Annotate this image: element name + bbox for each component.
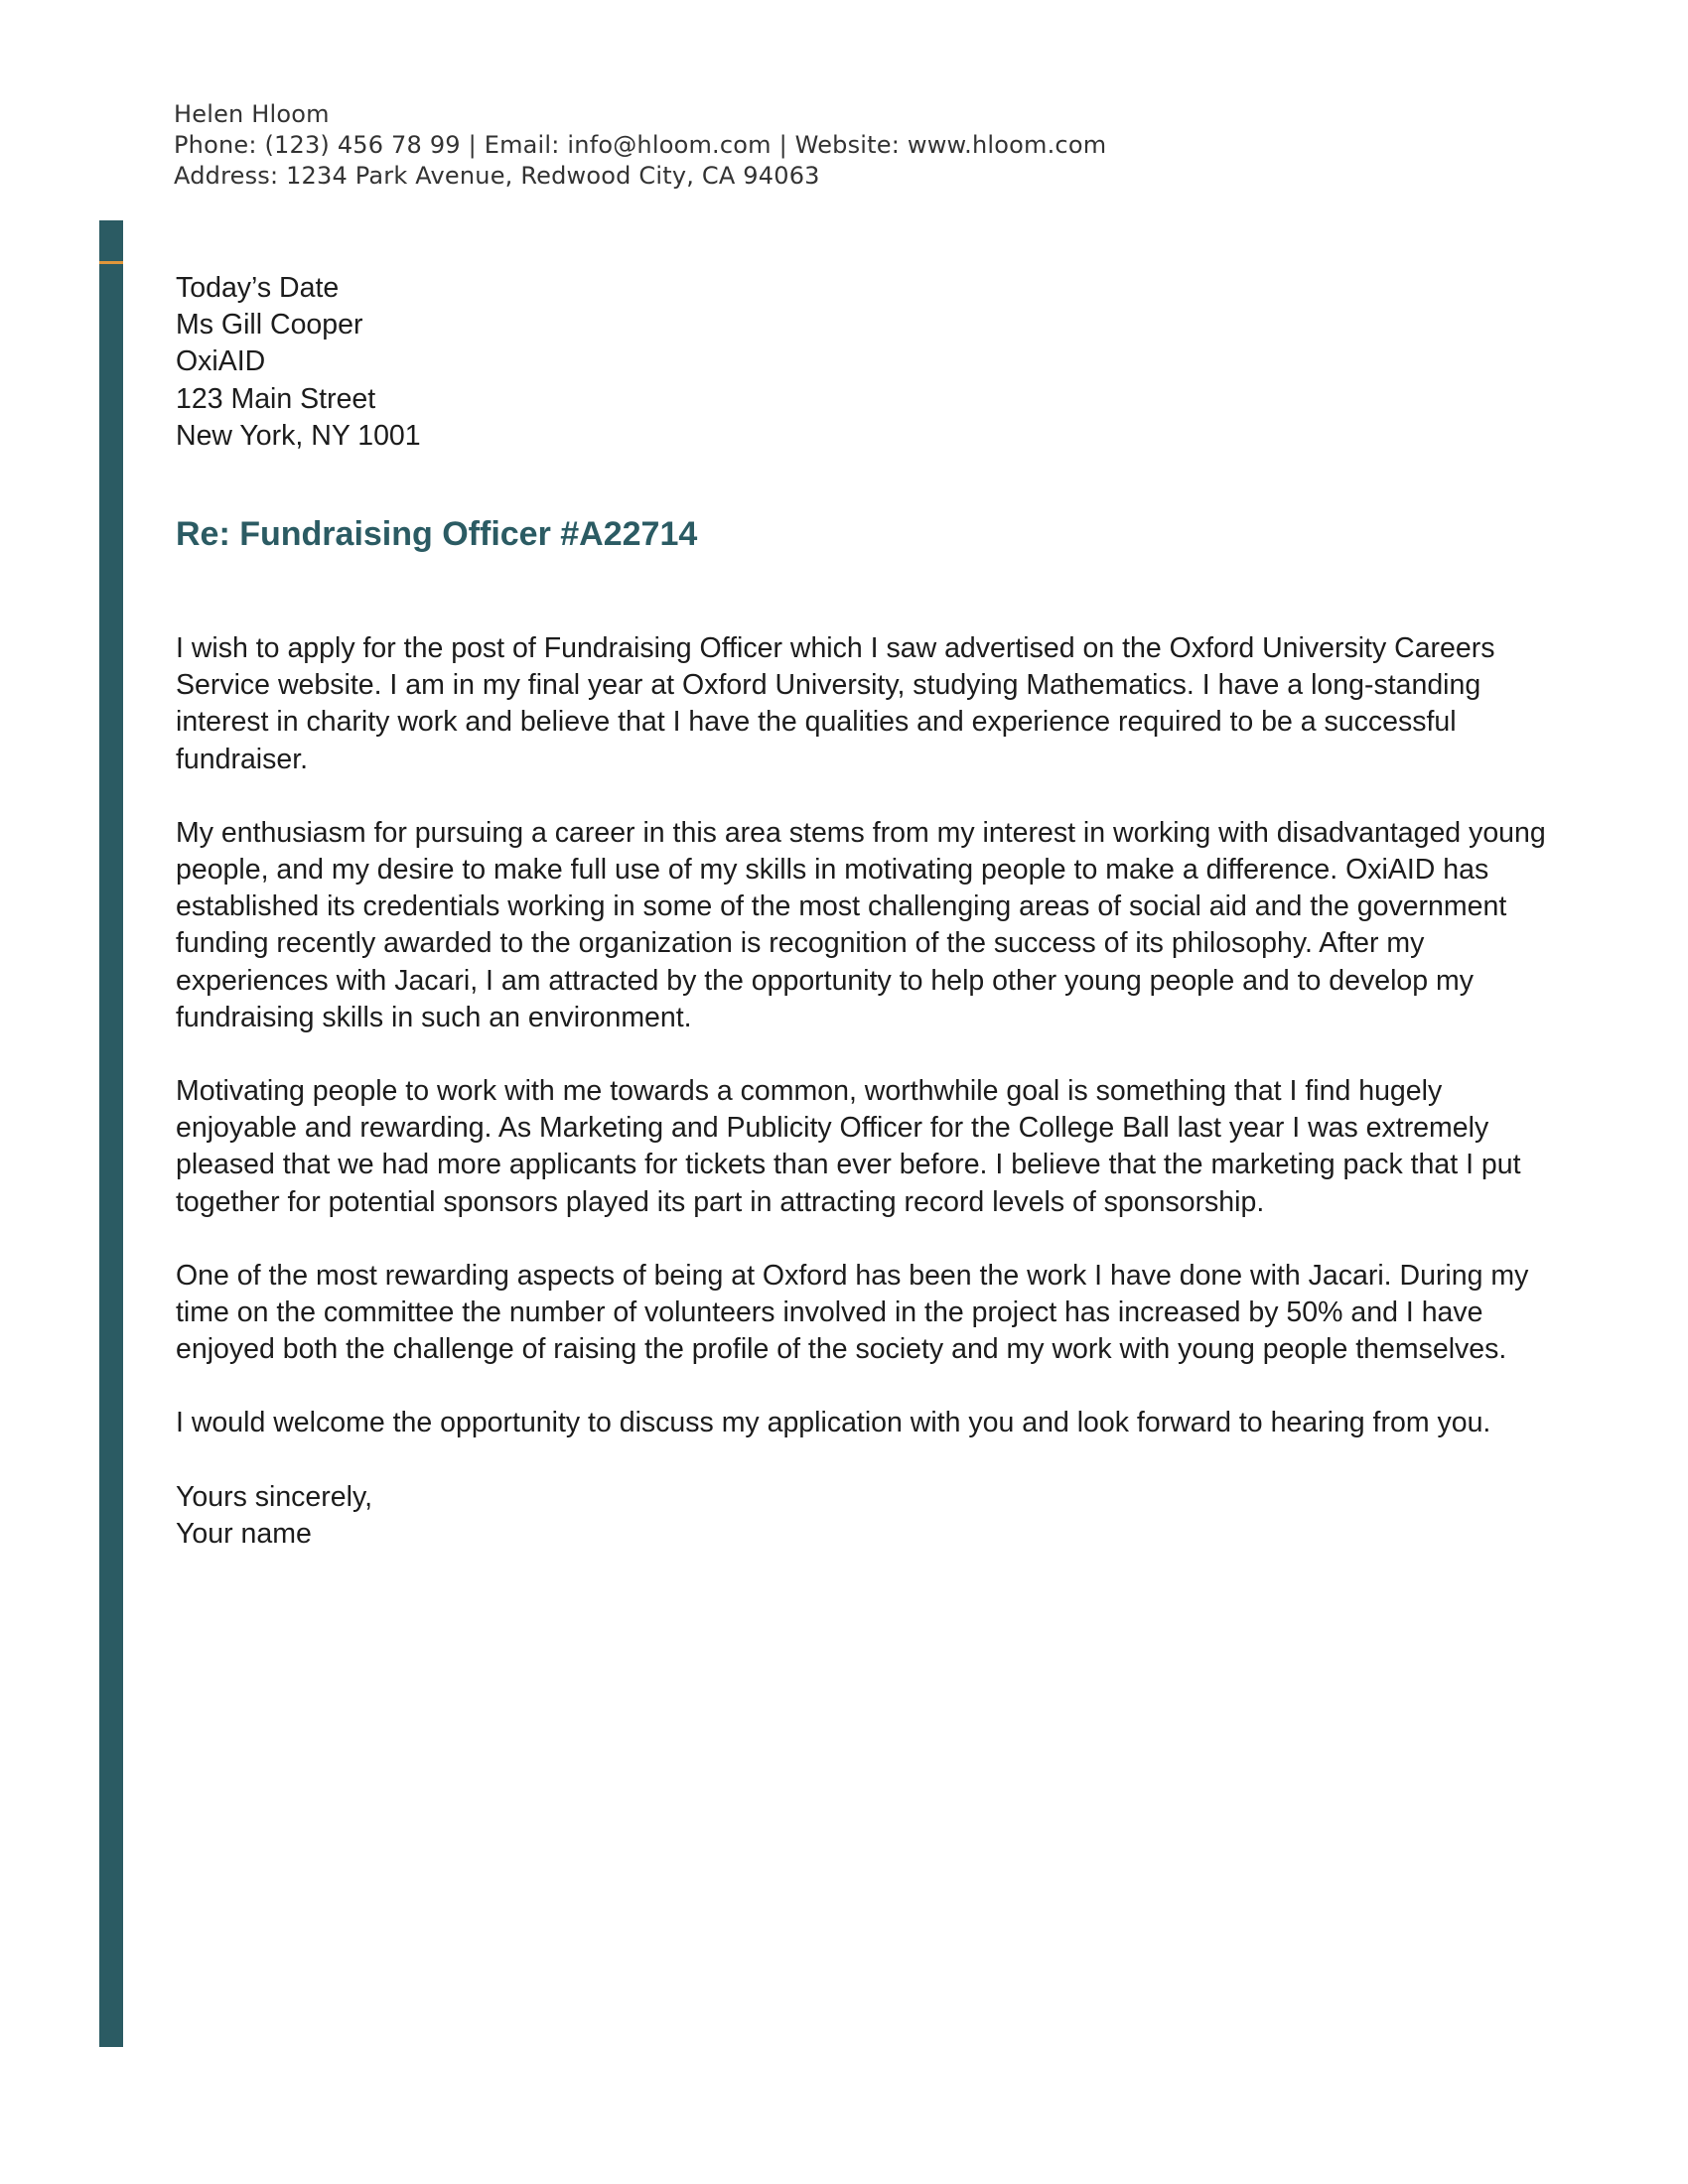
sender-header: [174, 99, 1106, 192]
recipient-block: [176, 270, 1556, 455]
accent-tick: [99, 261, 123, 264]
recipient-street: 123 Main Street: [176, 382, 376, 415]
recipient-city: New York, NY 1001: [176, 419, 421, 452]
accent-bar: [99, 220, 123, 2047]
body-paragraph: One of the most rewarding aspects of being at Oxford has been the work I have done with Jacari. During my time on the committee the number of volunteers involved in the project has increased by 50% and I have enjoyed both the challenge of raising the profile of the society and my work with young people themselves.: [176, 1259, 1529, 1366]
sender-address: Address: 1234 Park Avenue, Redwood City, CA 94063: [174, 162, 820, 190]
body-paragraph: Motivating people to work with me towards a common, worthwhile goal is something that I find hugely enjoyable and rewarding. As Marketing and Publicity Officer for the College Ball last year I was extremely pleased that we had more applicants for tickets than ever before. I believe that the marketing pack that I put together for potential sponsors played its part in attracting record levels of sponsorship.: [176, 1075, 1521, 1218]
letter-body: [176, 630, 1556, 1442]
sender-name: Helen Hloom: [174, 100, 330, 128]
subject-line: Re: Fundraising Officer #A22714: [176, 515, 698, 554]
letter-content: [176, 270, 1556, 1553]
closing-block: [176, 1479, 1556, 1553]
closing-salutation: Yours sincerely,: [176, 1480, 373, 1513]
body-paragraph: My enthusiasm for pursuing a career in this area stems from my interest in working with disadvantaged young people, and my desire to make full use of my skills in motivating people to make a difference. OxiAID has established its credentials working in some of the most challenging areas of social aid and the government funding recently awarded to the organization is recognition of the success of its philosophy. After my experiences with Jacari, I am attracted by the opportunity to help other young people and to develop my fundraising skills in such an environment.: [176, 816, 1546, 1033]
body-paragraph: I would welcome the opportunity to discuss my application with you and look forward to hearing from you.: [176, 1407, 1491, 1439]
recipient-company: OxiAID: [176, 345, 266, 378]
letter-date: Today’s Date: [176, 272, 340, 304]
recipient-name: Ms Gill Cooper: [176, 309, 363, 341]
body-paragraph: I wish to apply for the post of Fundraising Officer which I saw advertised on the Oxford University Careers Service website. I am in my final year at Oxford University, studying Mathematics. I have a long-standing interest in charity work and believe that I have the qualities and experience required to be a successful fundraiser.: [176, 632, 1495, 775]
signature-name: Your name: [176, 1517, 312, 1550]
sender-contact: Phone: (123) 456 78 99 | Email: info@hloom.com | Website: www.hloom.com: [174, 131, 1107, 159]
